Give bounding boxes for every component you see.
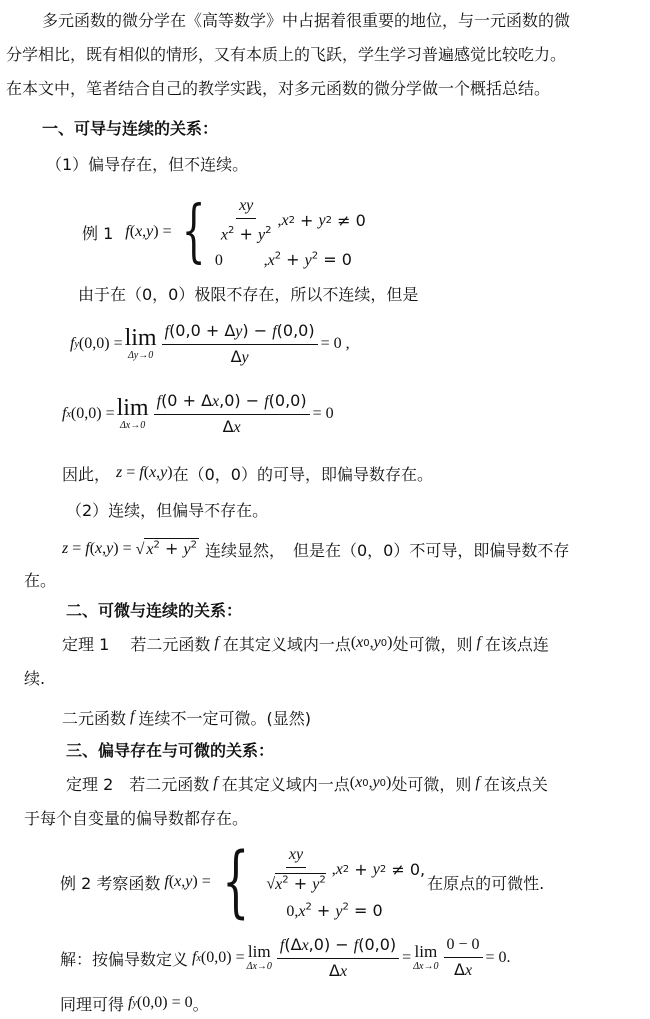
conclusion-line: 因此， z = f ( x , y ) 在（0，0）的可导，即偏导数存在。 <box>62 460 433 486</box>
conclusion-prefix: 因此， <box>62 464 111 484</box>
case-2-end: 在。 <box>24 571 57 590</box>
example-1-note: 由于在（0，0）极限不存在，所以不连续，但是 <box>78 285 419 304</box>
left-brace: { <box>181 192 206 271</box>
remark-line: 二元函数 f 连续不一定可微。(显然) <box>62 704 311 730</box>
intro-line-3: 在本文中，笔者结合自己的教学实践，对多元函数的微分学做一个概括总结。 <box>6 79 551 98</box>
example-1-label: 例 1 <box>82 223 114 243</box>
left-brace-2: { <box>221 837 250 927</box>
section-3-heading: 三、偏导存在与可微的关系： <box>66 741 275 760</box>
intro-line-2: 分学相比，既有相似的情形，又有本质上的飞跃，学生学习普遍感觉比较吃力。 <box>6 45 567 64</box>
example-2-definition: 例 2 考察函数 f ( x , y ) = { $\frac{xy}{√x^2 + y^2}$ , x 2 + y 2 ≠ 0, $0,x^2 + y^2 = 0$ 在原点的可微性. <box>60 837 545 927</box>
case-2-tail: 连续显然， 但是在（0，0）不可导，即偏导数不存 <box>204 540 570 560</box>
theorem-2-line: 定理 2 若二元函数 f 在其定义域内一点 ( x 0 , y 0 ) 处可微，则 f 在该点关 <box>66 770 548 796</box>
theorem-2-part-b: 在其定义域内一点 <box>221 774 350 794</box>
theorem-1-line: 定理 1 若二元函数 f 在其定义域内一点 ( x 0 , y 0 ) 处可微，则 f 在该点连 <box>62 630 549 656</box>
sqrt-expression: √ $x^2 + y^2$ <box>135 539 197 558</box>
remark-part-b: 连续不一定可微。(显然) <box>138 708 311 728</box>
fx-limit-formula: f x (0,0) = lim Δx→0 $\frac{f(0 + \Delta x,0) - f(0,0)}{\Delta x}$ = 0 <box>62 390 334 436</box>
solution-formula: 解：按偏导数定义 f x (0,0) = lim Δx→0 $\frac{f(\Delta x,0) - f(0,0)}{\Delta x}$ = lim Δx→0 $\frac{0 - 0}{\Delta x}$ = 0. <box>60 934 511 980</box>
theorem-2-part-d: 在该点关 <box>483 774 548 794</box>
example-2-tail: 在原点的可微性. <box>427 873 545 893</box>
theorem-1-part-b: 在其定义域内一点 <box>222 634 351 654</box>
similar-line: 同理可得 f y (0,0) = 0 。 <box>60 990 209 1016</box>
theorem-1-part-a: 定理 1 若二元函数 <box>62 634 211 654</box>
theorem-2-part-a: 定理 2 若二元函数 <box>66 774 210 794</box>
theorem-1-part-d: 在该点连 <box>484 634 549 654</box>
example-2-label: 例 2 考察函数 <box>60 873 161 893</box>
case-1-label: （1）偏导存在，但不连续。 <box>46 155 249 174</box>
section-2-heading: 二、可微与连续的关系： <box>66 601 243 620</box>
example-1-definition: 例 1 f ( x , y ) = { $\frac{xy}{x^2 + y^2}$ , x 2 + y 2 ≠ 0 0 $,x^2 + y^2 = 0$ <box>82 192 366 271</box>
theorem-2-end: 于每个自变量的偏导数都存在。 <box>24 809 249 828</box>
case-2-formula: z = f ( x , y ) = √ $x^2 + y^2$ 连续显然， 但是在（0，0）不可导，即偏导数不存 <box>62 539 570 560</box>
intro-line-1: 多元函数的微分学在《高等数学》中占据着很重要的地位，与一元函数的微 <box>42 11 571 30</box>
similar-label: 同理可得 <box>60 994 125 1014</box>
conclusion-tail: 在（0，0）的可导，即偏导数存在。 <box>172 464 433 484</box>
solution-label: 解：按偏导数定义 <box>60 949 189 969</box>
similar-end: 。 <box>192 994 209 1014</box>
theorem-1-end: 续. <box>24 669 46 688</box>
theorem-2-part-c: 处可微，则 <box>391 774 472 794</box>
fy-limit-formula: f y (0,0) = lim Δy→0 $\frac{f(0,0 + \Delta y) - f(0,0)}{\Delta y}$ = 0 , <box>70 320 350 366</box>
case-2-label: （2）连续，但偏导不存在。 <box>66 501 269 520</box>
section-1-heading: 一、可导与连续的关系： <box>42 119 219 138</box>
theorem-1-part-c: 处可微，则 <box>392 634 473 654</box>
remark-part-a: 二元函数 <box>62 708 127 728</box>
